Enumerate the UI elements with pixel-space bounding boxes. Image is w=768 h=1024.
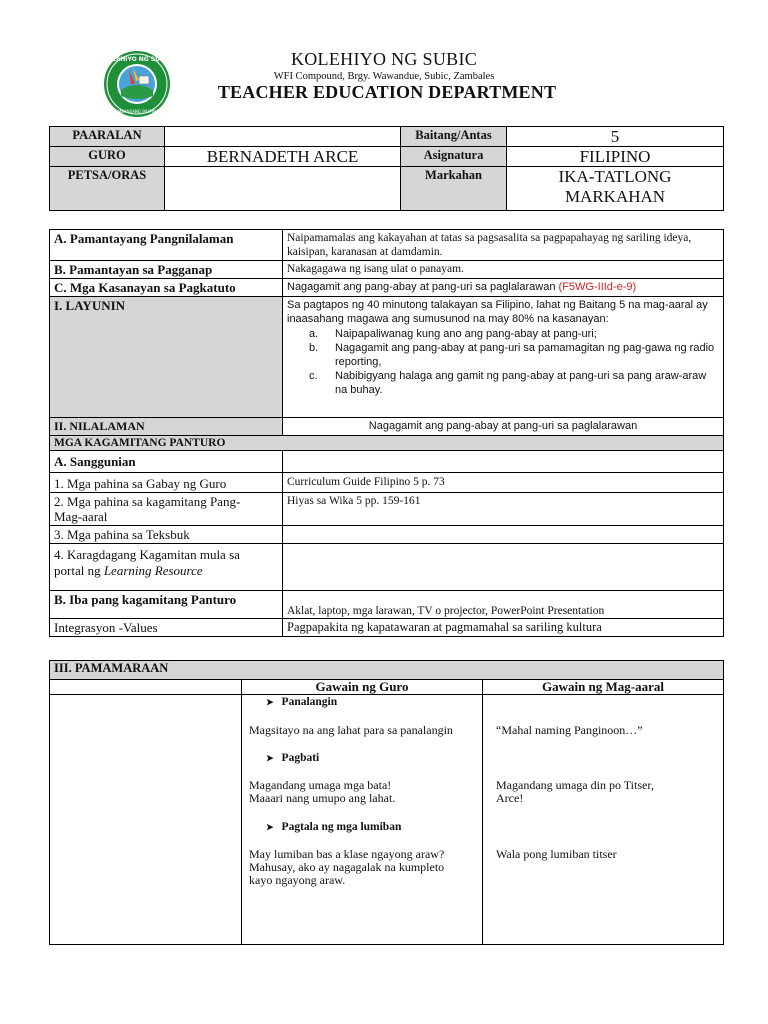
integrasyon-label: Integrasyon -Values xyxy=(50,619,283,637)
gawain-mag-aaral-header: Gawain ng Mag-aaral xyxy=(483,680,724,695)
layunin-intro: Sa pagtapos ng 40 minutong talakayan sa Filipino, lahat ng Baitang 5 na mag-aaral ay inaasahang magawa ang sumusunod na may 80% na kasanayan: xyxy=(287,299,708,325)
logo-top-text: KOLEHIYO NG SUBIC xyxy=(103,56,171,63)
gawain-guro-header: Gawain ng Guro xyxy=(242,680,483,695)
karagdagang-kagamitan-label: 4. Karagdagang Kagamitan mula sa portal ng Learning Resource xyxy=(50,544,283,591)
teksbuk-label: 3. Mga pahina sa Teksbuk xyxy=(50,526,283,544)
petsa-value xyxy=(165,167,401,211)
baitang-value: 5 xyxy=(507,127,724,147)
procedure-left-cell xyxy=(50,695,242,945)
pagbati-guro: Magandang umaga mga bata! Maaari nang umupo ang lahat. xyxy=(249,778,396,805)
pagtala-lumiban-guro: May lumiban bas a klase ngayong araw? Mahusay, ako ay nagagalak na kumpleto kayo ngayong araw. xyxy=(249,847,445,887)
info-table xyxy=(49,126,724,211)
list-item: b. Nagagamit ang pang-abay at pang-uri sa pamamagitan ng pag-gawa ng radio reporting, xyxy=(309,342,715,368)
pamamaraan-heading: III. PAMAMARAAN xyxy=(50,661,724,680)
teksbuk-value xyxy=(283,526,724,544)
asignatura-label: Asignatura xyxy=(401,147,507,167)
paaralan-label: PAARALAN xyxy=(50,127,165,147)
iba-pang-kagamitan-value: Aklat, laptop, mga larawan, TV o projector, PowerPoint Presentation xyxy=(283,591,724,619)
pamantayang-pangnilalaman-value: Naipamamalas ang kakayahan at tatas sa pagsasalita sa pagpapahayag ng sariling ideya, kaisipan, karanasan at damdamin. xyxy=(283,230,724,261)
sanggunian-label: A. Sanggunian xyxy=(50,451,283,473)
pagtala-lumiban-mag-aaral: Wala pong lumiban titser xyxy=(496,847,617,861)
panalangin-mag-aaral: “Mahal naming Panginoon…” xyxy=(496,723,643,737)
petsa-label: PETSA/ORAS xyxy=(50,167,165,211)
list-item: a. Naipapaliwanag kung ano ang pang-abay at pang-uri; xyxy=(309,328,597,340)
markahan-value-line-2: MARKAHAN xyxy=(564,187,666,206)
arrow-bullet-icon: ➤ xyxy=(266,822,274,832)
kasanayan-text: Nagagamit ang pang-abay at pang-uri sa paglalarawan xyxy=(287,281,556,293)
nilalaman-value: Nagagamit ang pang-abay at pang-uri sa paglalarawan xyxy=(283,418,724,436)
lesson-plan-table xyxy=(49,229,724,637)
pamantayan-pagganap-value: Nakagagawa ng isang ulat o panayam. xyxy=(283,261,724,279)
guro-label: GURO xyxy=(50,147,165,167)
pagtala-lumiban-heading: ➤ Pagtala ng mga lumiban xyxy=(266,821,402,833)
kagamitang-pang-mag-aaral-value: Hiyas sa Wika 5 pp. 159-161 xyxy=(283,493,724,526)
baitang-label: Baitang/Antas xyxy=(401,127,507,147)
panalangin-heading: ➤ Panalangin xyxy=(266,696,338,708)
iba-pang-kagamitan-label: B. Iba pang kagamitang Panturo xyxy=(50,591,283,619)
layunin-value xyxy=(283,297,724,418)
arrow-bullet-icon: ➤ xyxy=(266,753,274,763)
paaralan-value xyxy=(165,127,401,147)
competency-code: (F5WG-IIId-e-9) xyxy=(558,281,637,293)
arrow-bullet-icon: ➤ xyxy=(266,697,274,707)
list-item: c. Nabibigyang halaga ang gamit ng pang-abay at pang-uri sa pang araw-araw na buhay. xyxy=(309,370,707,396)
blank-column-header xyxy=(50,680,242,695)
markahan-label: Markahan xyxy=(401,167,507,211)
nilalaman-label: II. NILALAMAN xyxy=(50,418,283,436)
markahan-value-line-1: IKA-TATLONG xyxy=(558,167,672,186)
kasanayan-pagkatuto-label: C. Mga Kasanayan sa Pagkatuto xyxy=(50,279,283,297)
panalangin-guro: Magsitayo na ang lahat para sa panalangin xyxy=(249,723,453,737)
kagamitang-pang-mag-aaral-label: 2. Mga pahina sa kagamitang Pang- Mag-aaral xyxy=(50,493,283,526)
integrasyon-value: Pagpapakita ng kapatawaran at pagmamahal sa sariling kultura xyxy=(283,619,724,637)
school-name: KOLEHIYO NG SUBIC xyxy=(290,49,478,69)
sanggunian-value xyxy=(283,451,724,473)
pamantayang-pangnilalaman-label: A. Pamantayang Pangnilalaman xyxy=(50,230,283,261)
gabay-guro-label: 1. Mga pahina sa Gabay ng Guro xyxy=(50,473,283,493)
gabay-guro-value: Curriculum Guide Filipino 5 p. 73 xyxy=(283,473,724,493)
objectives-list xyxy=(309,327,719,397)
department-title: TEACHER EDUCATION DEPARTMENT xyxy=(217,82,557,102)
logo-bottom-text: PAMBANSANG PILIPINAS xyxy=(112,109,162,114)
pagbati-heading: ➤ Pagbati xyxy=(266,752,320,764)
layunin-label: I. LAYUNIN xyxy=(50,297,283,418)
guro-value: BERNADETH ARCE xyxy=(165,147,401,167)
kasanayan-pagkatuto-value xyxy=(283,279,724,297)
karagdagang-kagamitan-value xyxy=(283,544,724,591)
asignatura-value: FILIPINO xyxy=(507,147,724,167)
pamantayan-pagganap-label: B. Pamantayan sa Pagganap xyxy=(50,261,283,279)
kagamitang-panturo-heading: MGA KAGAMITANG PANTURO xyxy=(50,436,724,451)
pagbati-mag-aaral: Magandang umaga din po Titser, Arce! xyxy=(496,778,654,805)
school-address: WFI Compound, Brgy. Wawandue, Subic, Zambales xyxy=(273,71,495,82)
markahan-value xyxy=(507,167,724,211)
